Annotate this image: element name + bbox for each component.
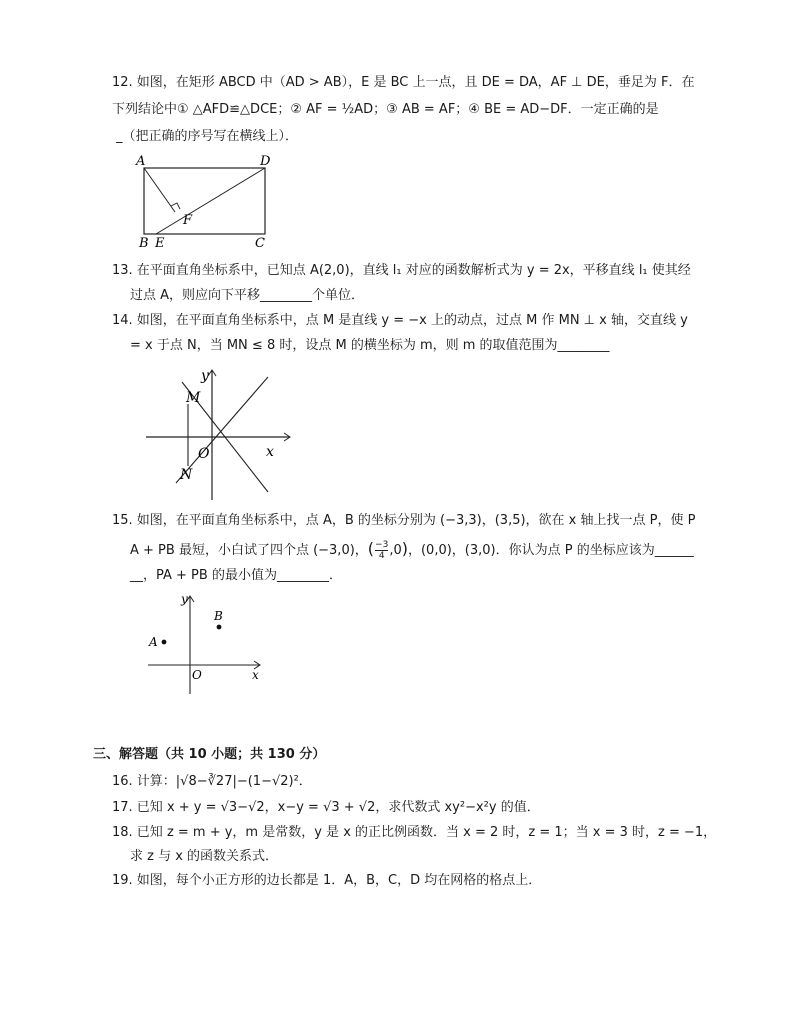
q16-text: 16. 计算：|√8−∛27|−(1−√2)²． [112, 774, 312, 789]
label-n: N [180, 467, 193, 483]
label-f: F [183, 213, 193, 228]
q12-line3: _（把正确的序号写在横线上）． [116, 129, 299, 144]
point-a [162, 640, 167, 645]
fraction-denominator: 4 [375, 550, 388, 561]
label-x: x [252, 668, 259, 682]
q12-line1: 12. 如图，在矩形 ABCD 中（AD > AB），E 是 BC 上一点，且 DE = DA，AF ⊥ DE，垂足为 F．在 [112, 75, 695, 90]
q13-line2: 过点 A，则应向下平移________个单位． [130, 288, 365, 303]
q12-line2: 下列结论中① △AFD≌△DCE；② AF = ½AD；③ AB = AF；④ BE = AD−DF．一定正确的是 [112, 102, 659, 117]
section-3-title: 三、解答题（共 10 小题；共 130 分） [93, 747, 326, 762]
label-b: B [139, 236, 149, 250]
q15-line2: A + PB 最短，小白试了四个点 (−3,0)，( $\frac{-3}{4}$ ,0)，(0,0)，(3,0)．你认为点 P 的坐标应该为______ [130, 539, 694, 561]
label-c: C [255, 236, 265, 250]
q19-text: 19. 如图，每个小正方形的边长都是 1．A，B，C，D 均在网格的格点上． [112, 873, 542, 888]
q12-rectangle-figure [130, 150, 290, 250]
label-e: E [155, 236, 165, 250]
q15-line1: 15. 如图，在平面直角坐标系中，点 A，B 的坐标分别为 (−3,3)，(3,5)，欲在 x 轴上找一点 P，使 P [112, 513, 696, 528]
label-a: A [136, 154, 146, 169]
label-d: D [260, 154, 271, 169]
q17-text: 17. 已知 x + y = √3−√2，x−y = √3 + √2，求代数式 xy²−x²y 的值． [112, 800, 540, 815]
rect-abcd [144, 168, 265, 234]
fraction-numerator: 3 [382, 540, 389, 550]
q15-coordinate-figure [140, 590, 270, 700]
q14-line2: = x 于点 N，当 MN ≤ 8 时，设点 M 的横坐标为 m，则 m 的取值范围为________ [130, 338, 610, 353]
q13-line1: 13. 在平面直角坐标系中，已知点 A(2,0)，直线 l₁ 对应的函数解析式为 y = 2x，平移直线 l₁ 使其经 [112, 263, 691, 278]
label-b: B [214, 609, 223, 623]
point-b [217, 625, 222, 630]
q14-coordinate-figure [140, 364, 300, 504]
label-y: y [201, 368, 209, 384]
label-y: y [181, 592, 188, 606]
label-a: A [149, 635, 158, 649]
label-o: O [198, 446, 210, 462]
segment-af [144, 168, 175, 212]
q14-line1: 14. 如图，在平面直角坐标系中，点 M 是直线 y = −x 上的动点，过点 M 作 MN ⊥ x 轴，交直线 y [112, 313, 688, 328]
label-m: M [186, 390, 201, 406]
q18-line2: 求 z 与 x 的函数关系式． [130, 849, 279, 864]
label-o: O [192, 668, 202, 682]
q15-line2-start: A + PB 最短，小白试了四个点 (−3,0)， [130, 543, 368, 558]
q15-line3: __，PA + PB 的最小值为________． [130, 568, 342, 583]
label-x: x [266, 444, 274, 460]
fraction-three-quarters: $\frac{-3}{4}$ [375, 540, 389, 561]
q15-line2-end: ，(0,0)，(3,0)．你认为点 P 的坐标应该为______ [407, 543, 694, 558]
q18-line1: 18. 已知 z = m + y，m 是常数，y 是 x 的正比例函数．当 x = 2 时，z = 1；当 x = 3 时，z = −1， [112, 825, 717, 840]
segment-de [156, 168, 265, 234]
